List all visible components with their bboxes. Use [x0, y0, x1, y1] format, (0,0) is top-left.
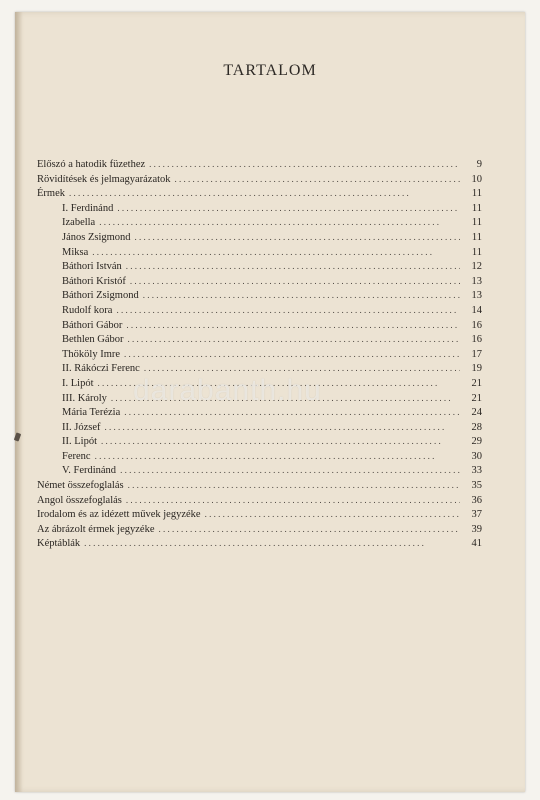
- toc-leader-dots: [116, 303, 460, 318]
- toc-leader-dots: [95, 449, 460, 464]
- toc-entry: [37, 332, 482, 347]
- toc-leader-dots: [117, 201, 460, 216]
- toc-entry-label: János Zsigmond: [62, 231, 131, 243]
- toc-leader-dots: [126, 259, 460, 274]
- toc-entry-page-number: 21: [471, 392, 482, 404]
- toc-entry-label: Báthori Zsigmond: [62, 290, 139, 302]
- toc-entry-label: II. Lipót: [62, 436, 97, 448]
- toc-entry-page-number: 17: [471, 348, 482, 360]
- book-page: [15, 12, 525, 792]
- toc-entry-page-number: 11: [471, 217, 482, 229]
- toc-entry-page-number: 11: [471, 202, 482, 214]
- toc-entry-label: Az ábrázolt érmek jegyzéke: [37, 523, 155, 535]
- toc-entry-page-number: 12: [471, 261, 482, 273]
- toc-entry-page-number: 11: [471, 231, 482, 243]
- toc-leader-dots: [130, 274, 460, 289]
- toc-leader-dots: [92, 245, 460, 260]
- watermark: darabanth.hu: [133, 374, 322, 407]
- toc-entry-page-number: 30: [471, 450, 482, 462]
- toc-entry: [37, 245, 482, 260]
- toc-entry: [37, 493, 482, 508]
- toc-leader-dots: [99, 215, 460, 230]
- toc-entry-page-number: 24: [471, 407, 482, 419]
- toc-entry-label: Rudolf kora: [62, 304, 113, 316]
- toc-leader-dots: [128, 478, 460, 493]
- toc-entry-label: I. Ferdinánd: [62, 202, 114, 214]
- toc-entry-label: Képtáblák: [37, 538, 81, 550]
- toc-entry: [37, 274, 482, 289]
- toc-entry: [37, 157, 482, 172]
- toc-entry-page-number: 35: [471, 480, 482, 492]
- toc-leader-dots: [205, 507, 460, 522]
- toc-entry: [37, 434, 482, 449]
- toc-leader-dots: [128, 332, 460, 347]
- toc-entry-label: Angol összefoglalás: [37, 494, 122, 506]
- toc-entry-label: Előszó a hatodik füzethez: [37, 159, 146, 170]
- table-of-contents: [37, 157, 482, 551]
- toc-entry-label: Mária Terézia: [62, 407, 121, 419]
- toc-entry-label: Miksa: [62, 246, 89, 258]
- toc-entry-label: I. Lipót: [62, 377, 94, 389]
- toc-entry-page-number: 29: [471, 436, 482, 448]
- toc-entry-page-number: 21: [471, 377, 482, 389]
- toc-leader-dots: [126, 318, 460, 333]
- toc-leader-dots: [158, 522, 460, 537]
- toc-entry: [37, 463, 482, 478]
- toc-leader-dots: [149, 157, 460, 172]
- toc-leader-dots: [175, 172, 460, 187]
- toc-entry-label: Irodalom és az idézett művek jegyzéke: [37, 509, 201, 521]
- toc-entry: [37, 230, 482, 245]
- toc-entry-page-number: 37: [471, 509, 482, 521]
- toc-entry: [37, 303, 482, 318]
- toc-entry-page-number: 39: [471, 523, 482, 535]
- toc-entry-page-number: 13: [471, 290, 482, 302]
- toc-entry: [37, 347, 482, 362]
- toc-entry: [37, 259, 482, 274]
- toc-entry-page-number: 33: [471, 465, 482, 477]
- toc-entry-page-number: 41: [471, 538, 482, 550]
- toc-entry: [37, 522, 482, 537]
- toc-entry-label: II. József: [62, 421, 101, 433]
- toc-entry-page-number: 19: [471, 363, 482, 375]
- toc-leader-dots: [135, 230, 460, 245]
- toc-entry-page-number: 16: [471, 319, 482, 331]
- toc-entry: [37, 449, 482, 464]
- toc-entry-page-number: 14: [471, 304, 482, 316]
- toc-entry-page-number: 16: [471, 334, 482, 346]
- toc-entry-label: Báthori Kristóf: [62, 275, 126, 287]
- toc-leader-dots: [104, 420, 460, 435]
- toc-entry-page-number: 11: [471, 188, 482, 200]
- toc-leader-dots: [69, 186, 460, 201]
- toc-leader-dots: [84, 536, 460, 551]
- toc-leader-dots: [120, 463, 460, 478]
- toc-entry-page-number: 36: [471, 494, 482, 506]
- toc-entry: [37, 507, 482, 522]
- page-title: TARTALOM: [223, 62, 317, 79]
- toc-entry-page-number: 9: [476, 159, 482, 170]
- toc-entry-label: Rövidítések és jelmagyarázatok: [37, 173, 171, 185]
- toc-entry-label: Thököly Imre: [62, 348, 121, 360]
- toc-leader-dots: [124, 347, 460, 362]
- toc-entry-page-number: 13: [471, 275, 482, 287]
- toc-leader-dots: [126, 493, 460, 508]
- toc-entry: [37, 318, 482, 333]
- toc-entry-label: Báthori Gábor: [62, 319, 123, 331]
- toc-entry: [37, 288, 482, 303]
- toc-entry: [37, 172, 482, 187]
- toc-entry-label: Izabella: [62, 217, 96, 229]
- toc-entry-label: II. Rákóczi Ferenc: [62, 363, 140, 375]
- toc-entry-label: Bethlen Gábor: [62, 334, 124, 346]
- toc-entry: [37, 201, 482, 216]
- toc-entry: [37, 215, 482, 230]
- toc-leader-dots: [101, 434, 460, 449]
- toc-entry-page-number: 28: [471, 421, 482, 433]
- toc-entry: [37, 536, 482, 551]
- toc-entry-page-number: 10: [471, 173, 482, 185]
- toc-entry: [37, 186, 482, 201]
- toc-entry: [37, 478, 482, 493]
- toc-leader-dots: [143, 288, 460, 303]
- toc-entry-label: III. Károly: [62, 392, 107, 404]
- margin-mark: [14, 432, 21, 441]
- toc-entry-label: Ferenc: [62, 450, 91, 462]
- toc-entry-label: Német összefoglalás: [37, 480, 124, 492]
- toc-entry-label: Báthori István: [62, 261, 122, 273]
- toc-entry-label: V. Ferdinánd: [62, 465, 117, 477]
- toc-entry: [37, 420, 482, 435]
- toc-entry-label: Érmek: [37, 188, 65, 200]
- toc-entry-page-number: 11: [471, 246, 482, 258]
